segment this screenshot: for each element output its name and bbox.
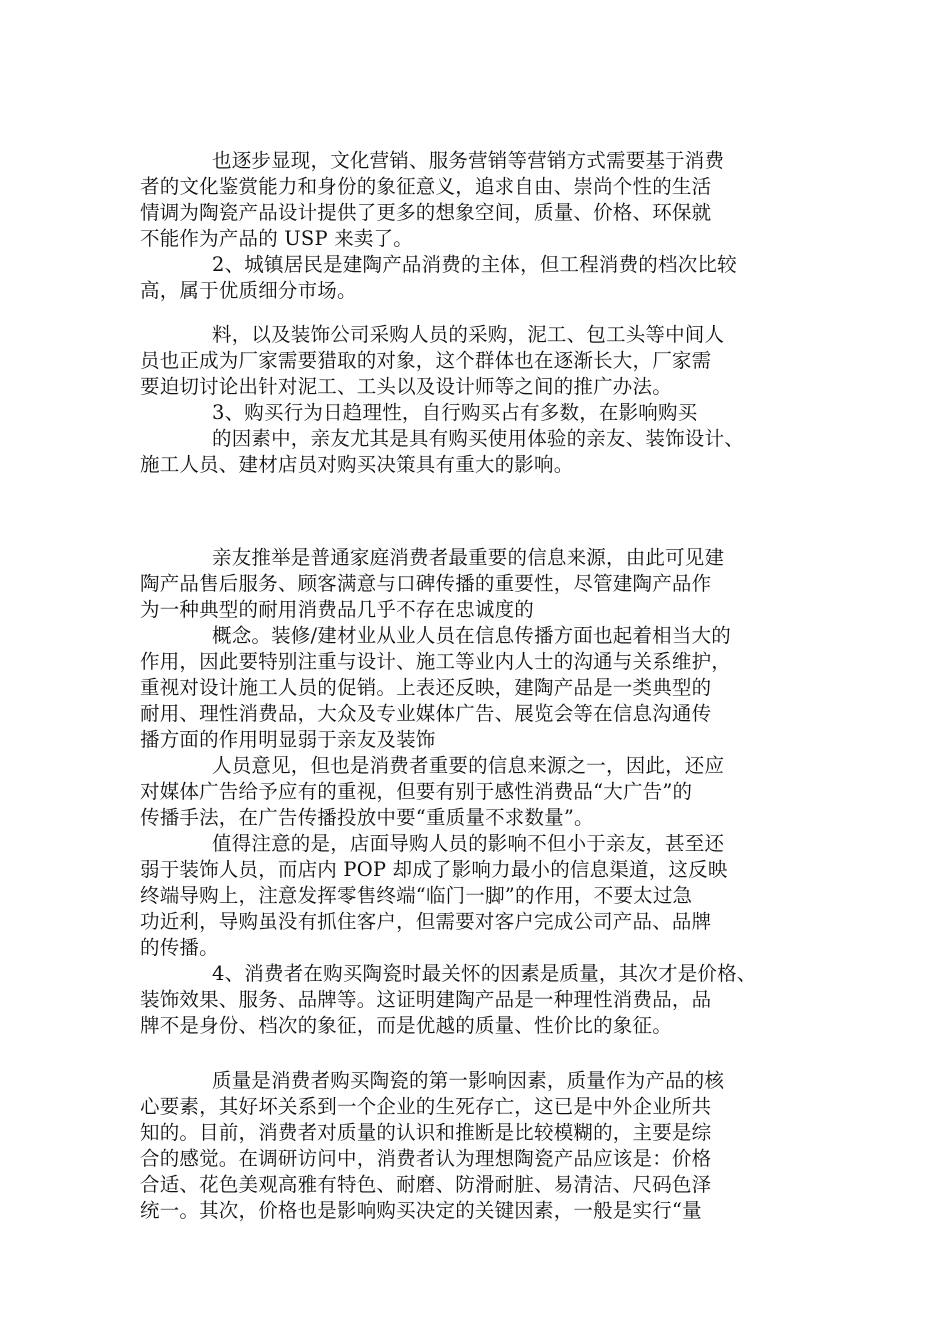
text-line: 对媒体广告给予应有的重视，但要有别于感性消费品“大广告”的 xyxy=(140,780,693,803)
text-line: 概念。装修/建材业从业人员在信息传播方面也起着相当大的 xyxy=(212,624,731,647)
text-line: 牌不是身份、档次的象征，而是优越的质量、性价比的象征。 xyxy=(140,1014,672,1037)
text-line: 重视对设计施工人员的促销。上表还反映，建陶产品是一类典型的 xyxy=(140,676,712,699)
text-line: 装饰效果、服务、品牌等。这证明建陶产品是一种理性消费品，品 xyxy=(140,988,712,1011)
paragraph-block-3 xyxy=(140,545,820,1039)
text-line: 料，以及装饰公司采购人员的采购，泥工、包工头等中间人 xyxy=(212,323,725,346)
text-line: 耐用、理性消费品，大众及专业媒体广告、展览会等在信息沟通传 xyxy=(140,702,712,725)
text-line: 的因素中，亲友尤其是具有购买使用体验的亲友、装饰设计、 xyxy=(212,427,744,450)
text-line: 为一种典型的耐用消费品几乎不存在忠诚度的 xyxy=(140,598,535,621)
text-line: 作用，因此要特别注重与设计、施工等业内人士的沟通与关系维护， xyxy=(140,650,732,673)
text-line: 2、城镇居民是建陶产品消费的主体，但工程消费的档次比较 xyxy=(212,253,737,276)
text-line: 人员意见，但也是消费者重要的信息来源之一，因此，还应 xyxy=(212,754,725,777)
text-line: 播方面的作用明显弱于亲友及装饰 xyxy=(140,728,436,751)
text-line: 合适、花色美观高雅有特色、耐磨、防滑耐脏、易清洁、尺码色泽 xyxy=(140,1173,712,1196)
text-line: 高，属于优质细分市场。 xyxy=(140,279,357,302)
text-line: 质量是消费者购买陶瓷的第一影响因素，质量作为产品的核 xyxy=(212,1069,725,1092)
paragraph-block-1 xyxy=(140,148,820,304)
text-line: 施工人员、建材店员对购买决策具有重大的影响。 xyxy=(140,453,574,476)
text-line: 员也正成为厂家需要猎取的对象，这个群体也在逐渐长大，厂家需 xyxy=(140,349,712,372)
text-line: 终端导购上，注意发挥零售终端“临门一脚”的作用，不要太过急 xyxy=(140,884,693,907)
text-line: 者的文化鉴赏能力和身份的象征意义，追求自由、崇尚个性的生活 xyxy=(140,175,712,198)
text-line: 不能作为产品的 USP 来卖了。 xyxy=(140,227,414,250)
text-line: 的传播。 xyxy=(140,936,219,959)
text-line: 值得注意的是，店面导购人员的影响不但小于亲友，甚至还 xyxy=(212,832,725,855)
text-line: 合的感觉。在调研访问中，消费者认为理想陶瓷产品应该是：价格 xyxy=(140,1147,712,1170)
text-line: 亲友推举是普通家庭消费者最重要的信息来源，由此可见建 xyxy=(212,546,725,569)
paragraph-block-4 xyxy=(140,1068,820,1224)
text-line: 3、购买行为日趋理性，自行购买占有多数，在影响购买 xyxy=(212,401,698,424)
text-line: 要迫切讨论出针对泥工、工头以及设计师等之间的推广办法。 xyxy=(140,375,672,398)
text-line: 情调为陶瓷产品设计提供了更多的想象空间，质量、价格、环保就 xyxy=(140,201,712,224)
text-line: 弱于装饰人员，而店内 POP 却成了影响力最小的信息渠道，这反映 xyxy=(140,858,728,881)
text-line: 知的。目前，消费者对质量的认识和推断是比较模糊的，主要是综 xyxy=(140,1121,712,1144)
text-line: 统一。其次，价格也是影响购买决定的关键因素，一般是实行“量 xyxy=(140,1199,702,1222)
text-line: 陶产品售后服务、顾客满意与口碑传播的重要性，尽管建陶产品作 xyxy=(140,572,712,595)
text-line: 传播手法，在广告传播投放中要“重质量不求数量”。 xyxy=(140,806,594,829)
text-line: 也逐步显现，文化营销、服务营销等营销方式需要基于消费 xyxy=(212,149,725,172)
text-line: 4、消费者在购买陶瓷时最关怀的因素是质量，其次才是价格、 xyxy=(212,962,757,985)
text-line: 功近利，导购虽没有抓住客户，但需要对客户完成公司产品、品牌 xyxy=(140,910,712,933)
paragraph-block-2 xyxy=(140,322,820,478)
text-line: 心要素，其好坏关系到一个企业的生死存亡，这已是中外企业所共 xyxy=(140,1095,712,1118)
